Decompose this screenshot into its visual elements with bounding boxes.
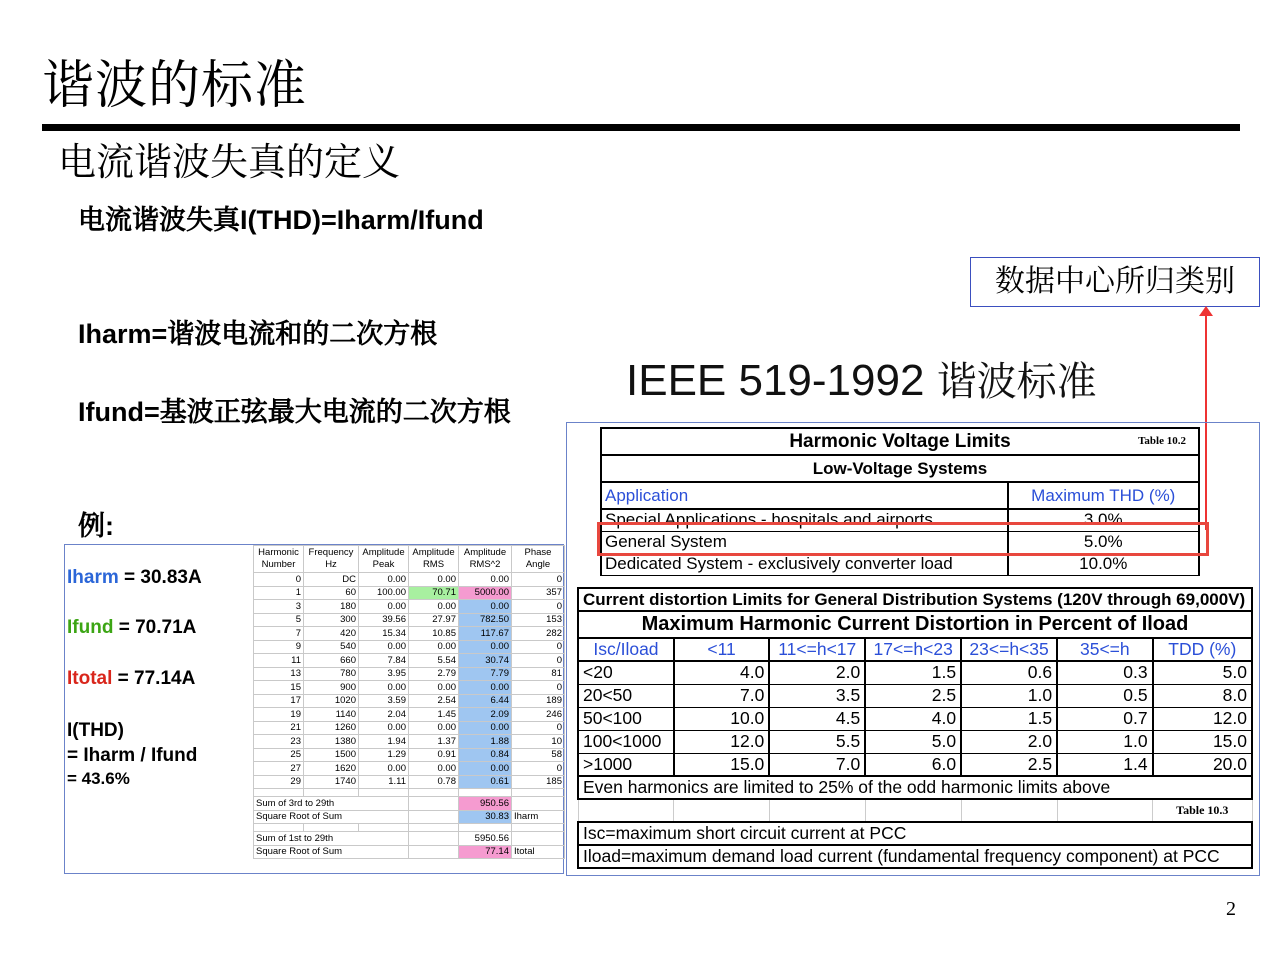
column-header: Amplitude RMS^2 <box>459 546 512 573</box>
example-panel <box>64 544 564 874</box>
table-row: General System 5.0% <box>601 531 1199 553</box>
table-row: 11 660 7.84 5.54 30.74 0 <box>254 654 565 668</box>
table-row: 21 1260 0.00 0.00 0.00 0 <box>254 721 565 735</box>
table-row: Sum of 1st to 29th 5950.56 <box>254 832 565 846</box>
category-callout: 数据中心所归类别 <box>970 257 1260 307</box>
page-title: 谐波的标准 <box>42 56 308 116</box>
column-header: TDD (%) <box>1153 638 1252 661</box>
iharm-result: Iharm = 30.83A <box>67 567 202 588</box>
table-row: >1000 15.0 7.0 6.0 2.5 1.4 20.0 <box>578 753 1252 776</box>
table-row: 23 1380 1.94 1.37 1.88 10 <box>254 735 565 749</box>
column-header: Isc/Iload <box>578 638 674 661</box>
table-row: <20 4.0 2.0 1.5 0.6 0.3 5.0 <box>578 661 1252 684</box>
column-header: Phase Angle <box>512 546 565 573</box>
table-caption-row: Maximum Harmonic Current Distortion in Percent of Iload <box>578 611 1252 638</box>
column-header: <11 <box>674 638 769 661</box>
column-header: Amplitude RMS <box>409 546 459 573</box>
column-header: Harmonic Number <box>254 546 304 573</box>
table-title-row: Harmonic Voltage Limits Table 10.2 <box>601 428 1199 455</box>
table-subtitle-row: Low-Voltage Systems <box>601 455 1199 482</box>
ithd-line-2: = Iharm / Ifund <box>67 745 198 766</box>
table-row: 1 60 100.00 70.71 5000.00 357 <box>254 586 565 600</box>
table-caption-row: Current distortion Limits for General Distribution Systems (120V through 69,000V) <box>578 588 1252 611</box>
table-row: 13 780 3.95 2.79 7.79 81 <box>254 667 565 681</box>
table-row: 15 900 0.00 0.00 0.00 0 <box>254 681 565 695</box>
ieee-standard-title: IEEE 519-1992 谐波标准 <box>626 356 1097 405</box>
ithd-line-1: I(THD) <box>67 720 124 741</box>
table-row: 50<100 10.0 4.5 4.0 1.5 0.7 12.0 <box>578 707 1252 730</box>
table-note-row: Isc=maximum short circuit current at PCC <box>578 822 1252 845</box>
table-row: 25 1500 1.29 0.91 0.84 58 <box>254 748 565 762</box>
itotal-result: Itotal = 77.14A <box>67 668 196 689</box>
cdl-body <box>578 661 1252 776</box>
table-row: 9 540 0.00 0.00 0.00 0 <box>254 640 565 654</box>
table-note-row: Iload=maximum demand load current (fundamental frequency component) at PCC <box>578 845 1252 868</box>
ifund-result: Ifund = 70.71A <box>67 617 197 638</box>
table-row: 17 1020 3.59 2.54 6.44 189 <box>254 694 565 708</box>
column-header: Amplitude Peak <box>359 546 409 573</box>
table-header-row <box>578 638 1252 661</box>
table-row: Special Applications - hospitals and airports 3.0% <box>601 509 1199 531</box>
table-row: Square Root of Sum 77.14 Itotal <box>254 845 565 859</box>
table-row: Square Root of Sum 30.83 Iharm <box>254 810 565 824</box>
column-header: 23<=h<35 <box>961 638 1057 661</box>
spreadsheet-body <box>254 573 565 789</box>
table-row: 0 DC 0.00 0.00 0.00 0 <box>254 573 565 587</box>
arrow-up-icon <box>1199 306 1213 316</box>
column-header: 17<=h<23 <box>865 638 961 661</box>
table-row: 20<50 7.0 3.5 2.5 1.0 0.5 8.0 <box>578 684 1252 707</box>
current-distortion-limits-table <box>577 587 1253 869</box>
table-row: 5 300 39.56 27.97 782.50 153 <box>254 613 565 627</box>
definition-ifund: Ifund=基波正弦最大电流的二次方根 <box>78 397 511 427</box>
example-label: 例: <box>78 511 114 541</box>
table-row: Sum of 3rd to 29th 950.56 <box>254 797 565 811</box>
definition-thd: 电流谐波失真I(THD)=Iharm/Ifund <box>78 205 484 235</box>
table-row: 29 1740 1.11 0.78 0.61 185 <box>254 775 565 789</box>
title-divider <box>42 124 1240 131</box>
table-row <box>254 789 565 797</box>
table-row <box>254 824 565 832</box>
table-row: 27 1620 0.00 0.00 0.00 0 <box>254 762 565 776</box>
table-row: 19 1140 2.04 1.45 2.09 246 <box>254 708 565 722</box>
table-note-row: Table 10.3 <box>578 799 1252 822</box>
section-subtitle: 电流谐波失真的定义 <box>58 140 401 184</box>
table-row: Dedicated System - exclusively converter load 10.0% <box>601 553 1199 575</box>
table-header-row: Application Maximum THD (%) <box>601 482 1199 509</box>
column-header: 11<=h<17 <box>769 638 865 661</box>
general-system-highlight <box>597 522 1209 556</box>
table-row: 100<1000 12.0 5.5 5.0 2.0 1.0 15.0 <box>578 730 1252 753</box>
column-header: Frequency Hz <box>304 546 359 573</box>
page-number: 2 <box>1226 898 1236 920</box>
column-header: 35<=h <box>1057 638 1153 661</box>
ithd-line-3: = 43.6% <box>67 769 130 788</box>
table-row: 7 420 15.34 10.85 117.67 282 <box>254 627 565 641</box>
ieee-tables-panel <box>566 422 1260 876</box>
harmonic-spreadsheet <box>253 545 565 859</box>
table-row: 3 180 0.00 0.00 0.00 0 <box>254 600 565 614</box>
spreadsheet-summary <box>254 789 565 859</box>
definition-iharm: Iharm=谐波电流和的二次方根 <box>78 319 438 349</box>
spreadsheet-header <box>254 546 565 573</box>
table-note-row: Even harmonics are limited to 25% of the odd harmonic limits above <box>578 776 1252 799</box>
